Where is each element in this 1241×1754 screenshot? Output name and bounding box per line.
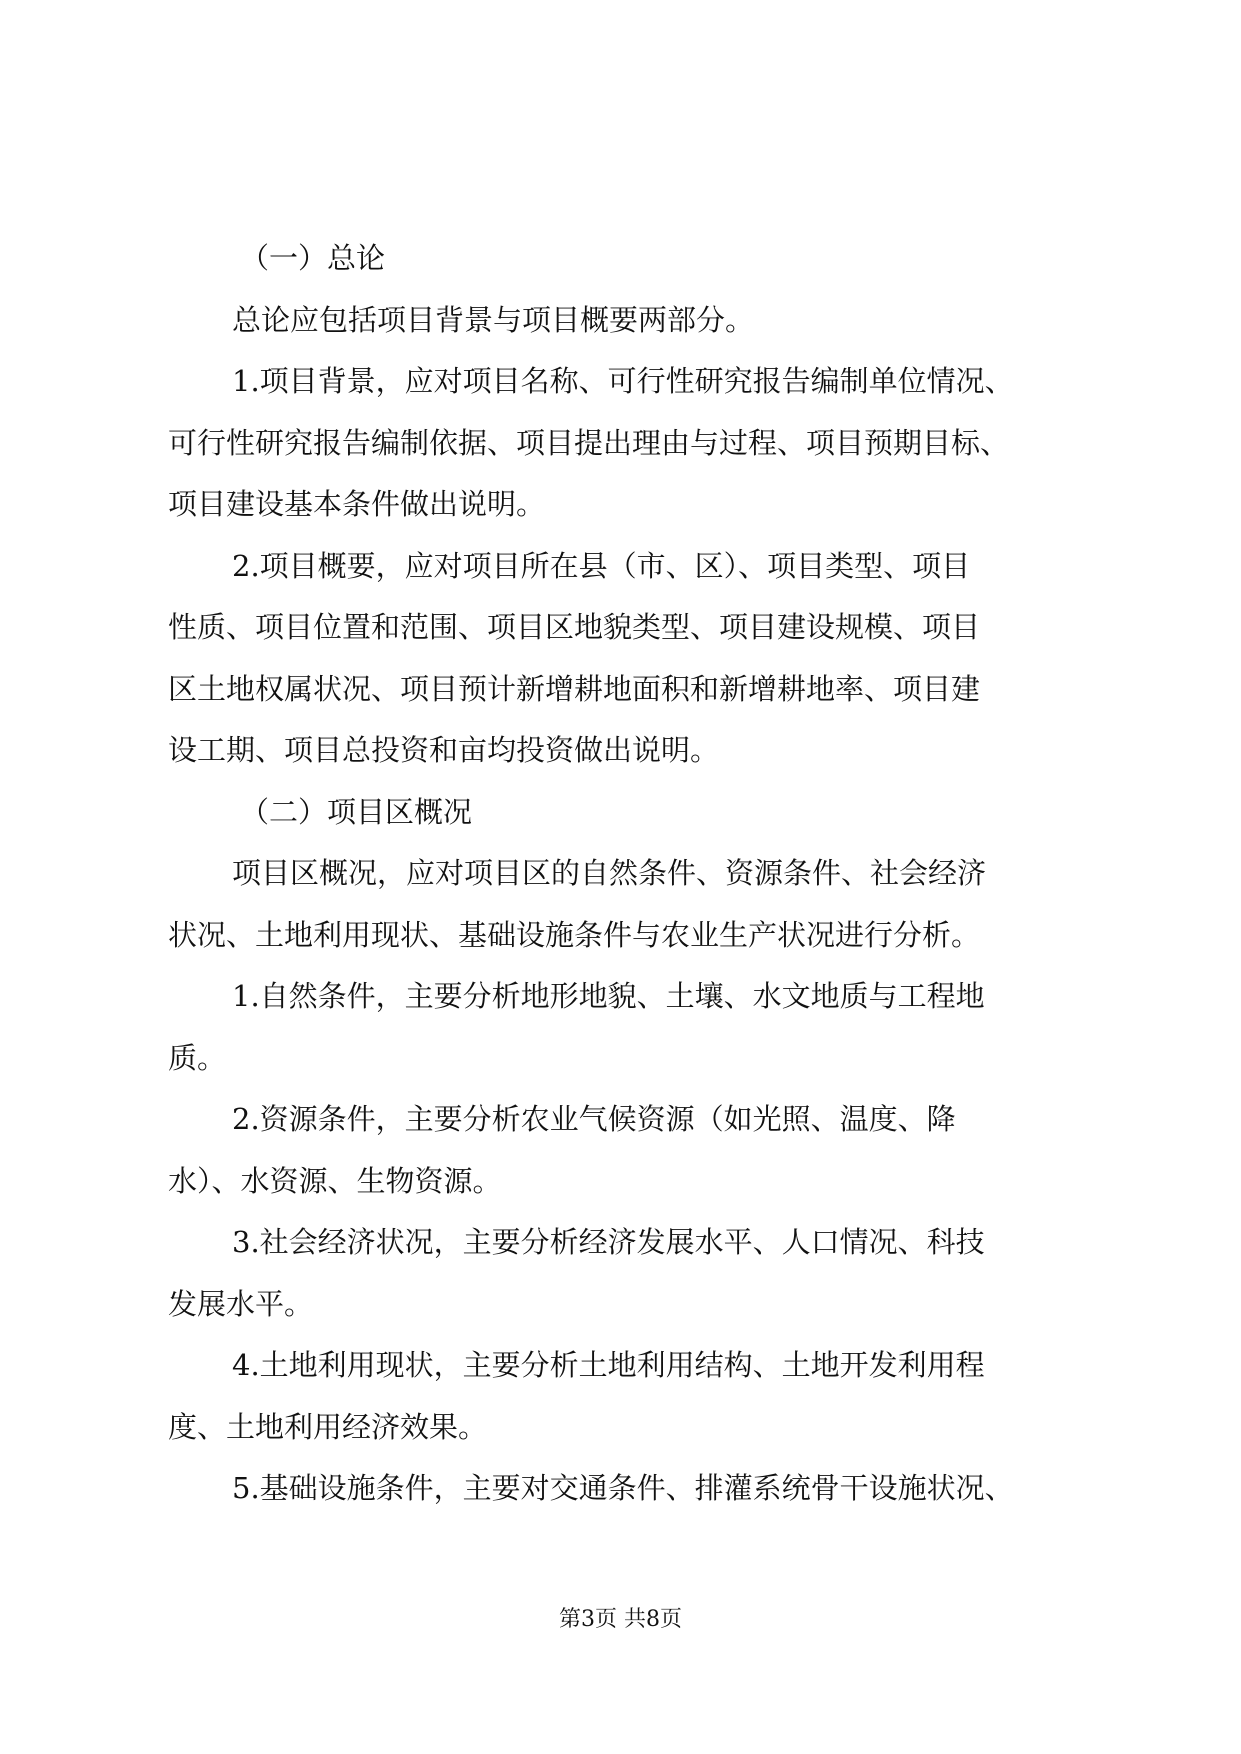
page-number-footer: 第3页 共8页 bbox=[559, 1607, 682, 1632]
paragraph-line: 区土地权属状况、项目预计新增耕地面积和新增耕地率、项目建 bbox=[168, 671, 981, 706]
paragraph-line: 项目建设基本条件做出说明。 bbox=[168, 487, 546, 521]
paragraph-line: 1.自然条件，主要分析地形地貌、土壤、水文地质与工程地 bbox=[232, 979, 985, 1013]
paragraph-line: 状况、土地利用现状、基础设施条件与农业生产状况进行分析。 bbox=[168, 917, 981, 952]
section-heading-overview: （一）总论 bbox=[240, 241, 386, 275]
paragraph-line: 水）、水资源、生物资源。 bbox=[168, 1163, 502, 1198]
paragraph-line: 性质、项目位置和范围、项目区地貌类型、项目建设规模、项目 bbox=[168, 610, 981, 644]
paragraph-line: 度、土地利用经济效果。 bbox=[168, 1409, 488, 1444]
paragraph-line: 4.土地利用现状，主要分析土地利用结构、土地开发利用程 bbox=[232, 1348, 985, 1382]
paragraph-line: 设工期、项目总投资和亩均投资做出说明。 bbox=[168, 733, 720, 767]
paragraph-line: 发展水平。 bbox=[168, 1286, 314, 1321]
paragraph-line: 质。 bbox=[168, 1040, 227, 1075]
document-body bbox=[168, 228, 1083, 1520]
paragraph-line: 5.基础设施条件，主要对交通条件、排灌系统骨干设施状况、 bbox=[232, 1471, 1014, 1505]
paragraph-line: 2.资源条件，主要分析农业气候资源（如光照、温度、降 bbox=[232, 1102, 956, 1136]
paragraph-line: 1.项目背景，应对项目名称、可行性研究报告编制单位情况、 bbox=[232, 364, 1014, 398]
paragraph-line: 总论应包括项目背景与项目概要两部分。 bbox=[232, 302, 755, 337]
section-heading-project-area: （二）项目区概况 bbox=[240, 794, 473, 829]
paragraph-line: 可行性研究报告编制依据、项目提出理由与过程、项目预期目标、 bbox=[168, 425, 1010, 460]
paragraph-line: 2.项目概要，应对项目所在县（市、区）、项目类型、项目 bbox=[232, 548, 971, 583]
paragraph-line: 3.社会经济状况，主要分析经济发展水平、人口情况、科技 bbox=[232, 1225, 985, 1259]
paragraph-line: 项目区概况，应对项目区的自然条件、资源条件、社会经济 bbox=[232, 856, 987, 890]
